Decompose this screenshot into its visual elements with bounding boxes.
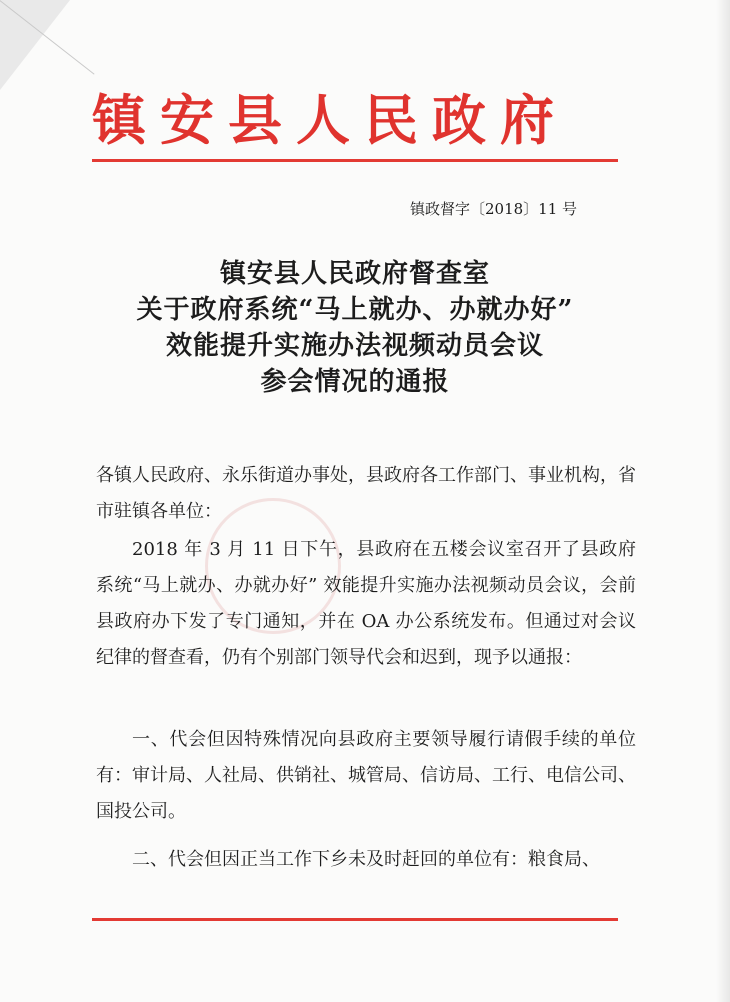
footer-red-rule — [92, 918, 618, 921]
page-edge-shadow — [716, 0, 730, 1002]
body-paragraph-text: 一、代会但因特殊情况向县政府主要领导履行请假手续的单位有：审计局、人社局、供销社、城管局、信访局、工行、电信公司、国投公司。 — [96, 729, 636, 822]
document-title-line: 效能提升实施办法视频动员会议 — [165, 331, 544, 361]
body-paragraph — [96, 842, 636, 878]
document-title-line: 关于政府系统“马上就办、办就办好” — [136, 295, 574, 325]
salutation: 各镇人民政府、永乐街道办事处，县政府各工作部门、事业机构，省市驻镇各单位： — [96, 465, 636, 522]
document-title — [90, 256, 620, 400]
letterhead-title: 镇安县人民政府 — [92, 88, 568, 152]
document-number: 镇政督字〔2018〕11 号 — [410, 200, 578, 218]
body-paragraph-text: 2018 年 3 月 11 日下午，县政府在五楼会议室召开了县政府系统“马上就办、办就办好” 效能提升实施办法视频动员会议，会前县政府办下发了专门通知，并在 OA 办公系统发布。但通过对会议纪律的督查看，仍有个别部门领导代会和迟到，现予以通报： — [96, 539, 636, 668]
document-title-line: 镇安县人民政府督查室 — [219, 259, 490, 289]
letterhead-red-rule — [92, 159, 618, 162]
body-paragraph — [96, 532, 636, 676]
page-fold-corner — [0, 0, 70, 90]
document-title-line: 参会情况的通报 — [260, 367, 450, 397]
body-paragraph-text: 二、代会但因正当工作下乡未及时赶回的单位有：粮食局、 — [132, 849, 600, 870]
body-paragraph — [96, 722, 636, 830]
